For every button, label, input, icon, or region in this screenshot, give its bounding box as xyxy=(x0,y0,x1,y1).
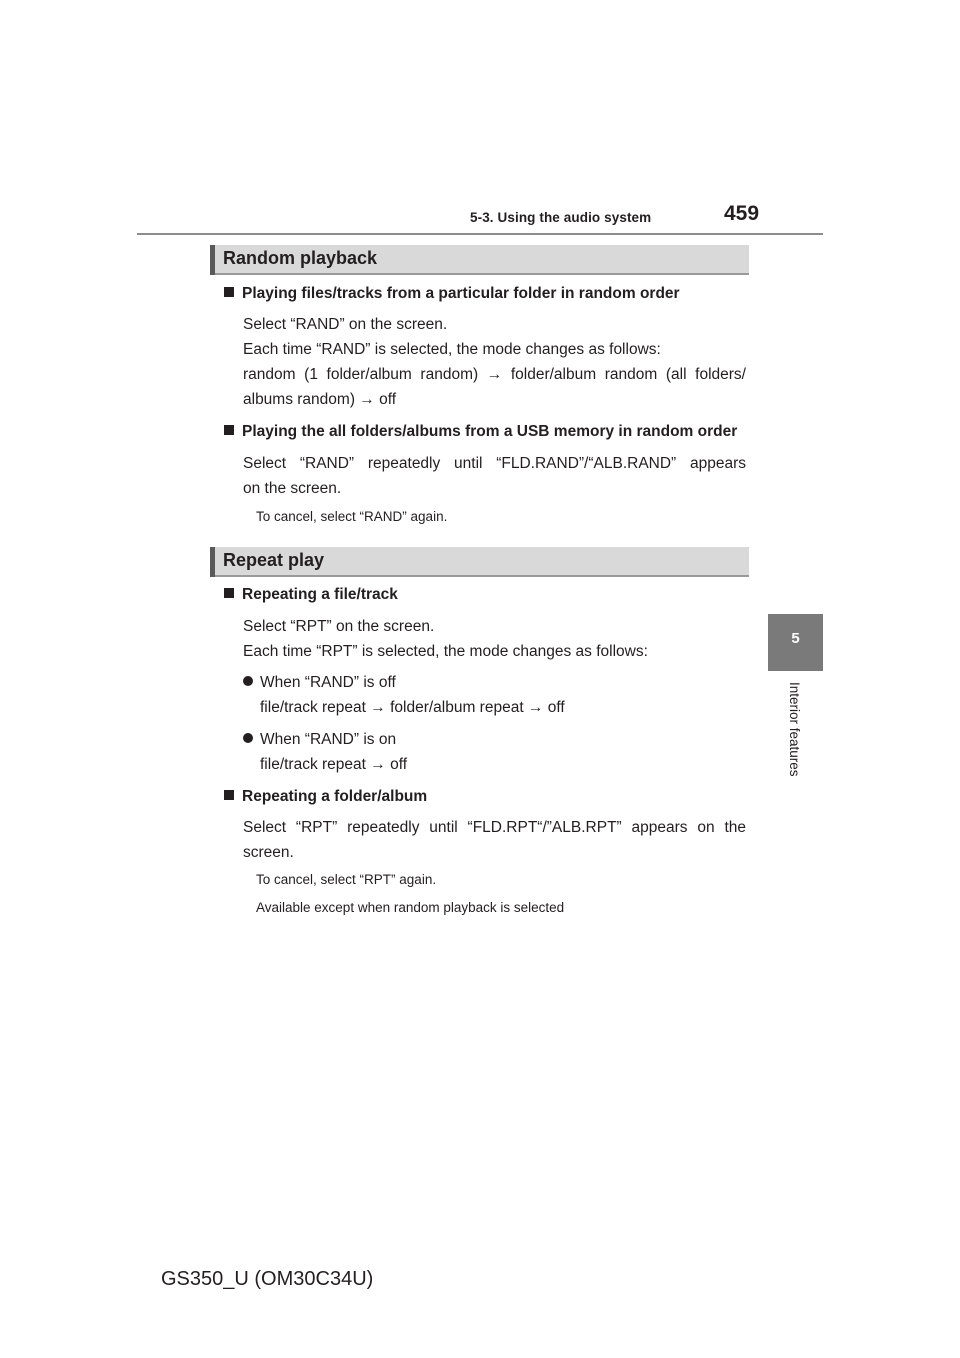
subheading-text: Playing files/tracks from a particular folder in random order xyxy=(242,285,680,302)
bullet-label: When “RAND” is on xyxy=(260,731,397,748)
subheading xyxy=(224,285,680,303)
body-line: Each time “RAND” is selected, the mode changes as follows: xyxy=(243,341,661,358)
section-title: Repeat play xyxy=(223,550,325,570)
body-line: Each time “RPT” is selected, the mode changes as follows: xyxy=(243,643,648,660)
body-line: Select “RAND” on the screen. xyxy=(243,316,448,333)
section-heading-repeat-play xyxy=(210,547,749,577)
subheading-text: Repeating a file/track xyxy=(242,586,398,603)
round-bullet-icon xyxy=(243,676,253,686)
subheading xyxy=(224,586,398,604)
subheading xyxy=(224,788,427,806)
body-line: random (1 folder/album random) → folder/album random (all folders/ xyxy=(243,366,746,383)
body-line: Select “RPT” on the screen. xyxy=(243,618,435,635)
body-line: Select “RAND” repeatedly until “FLD.RAND”/“ALB.RAND” appears xyxy=(243,455,746,472)
header-rule xyxy=(137,233,823,235)
chapter-label: Interior features xyxy=(787,682,802,777)
square-bullet-icon xyxy=(224,588,234,598)
section-title: Random playback xyxy=(223,248,378,268)
section-heading-random-playback xyxy=(210,245,749,275)
note-text: To cancel, select “RAND” again. xyxy=(256,509,448,524)
bullet-item xyxy=(243,674,396,692)
square-bullet-icon xyxy=(224,790,234,800)
subheading-text: Playing the all folders/albums from a USB memory in random order xyxy=(242,423,738,440)
note-text: To cancel, select “RPT” again. xyxy=(256,872,437,887)
bullet-label: When “RAND” is off xyxy=(260,674,396,691)
note-text: Available except when random playback is selected xyxy=(256,900,565,915)
chapter-number: 5 xyxy=(791,630,800,647)
square-bullet-icon xyxy=(224,425,234,435)
bullet-detail: file/track repeat → off xyxy=(260,756,408,773)
square-bullet-icon xyxy=(224,287,234,297)
subheading xyxy=(224,423,737,441)
body-line: on the screen. xyxy=(243,480,342,497)
bullet-detail: file/track repeat → folder/album repeat → off xyxy=(260,699,565,716)
footer-model-code: GS350_U (OM30C34U) xyxy=(161,1268,374,1290)
body-line: screen. xyxy=(243,844,294,861)
subheading-text: Repeating a folder/album xyxy=(242,788,428,805)
page-number: 459 xyxy=(724,202,760,225)
bullet-item xyxy=(243,731,396,749)
section-accent-bar xyxy=(210,245,215,275)
chapter-tab xyxy=(768,614,823,671)
body-line: Select “RPT” repeatedly until “FLD.RPT“/”ALB.RPT” appears on the xyxy=(243,819,746,836)
header-section-title: 5-3. Using the audio system xyxy=(470,210,652,225)
body-line: albums random) → off xyxy=(243,391,397,408)
section-accent-bar xyxy=(210,547,215,577)
round-bullet-icon xyxy=(243,733,253,743)
